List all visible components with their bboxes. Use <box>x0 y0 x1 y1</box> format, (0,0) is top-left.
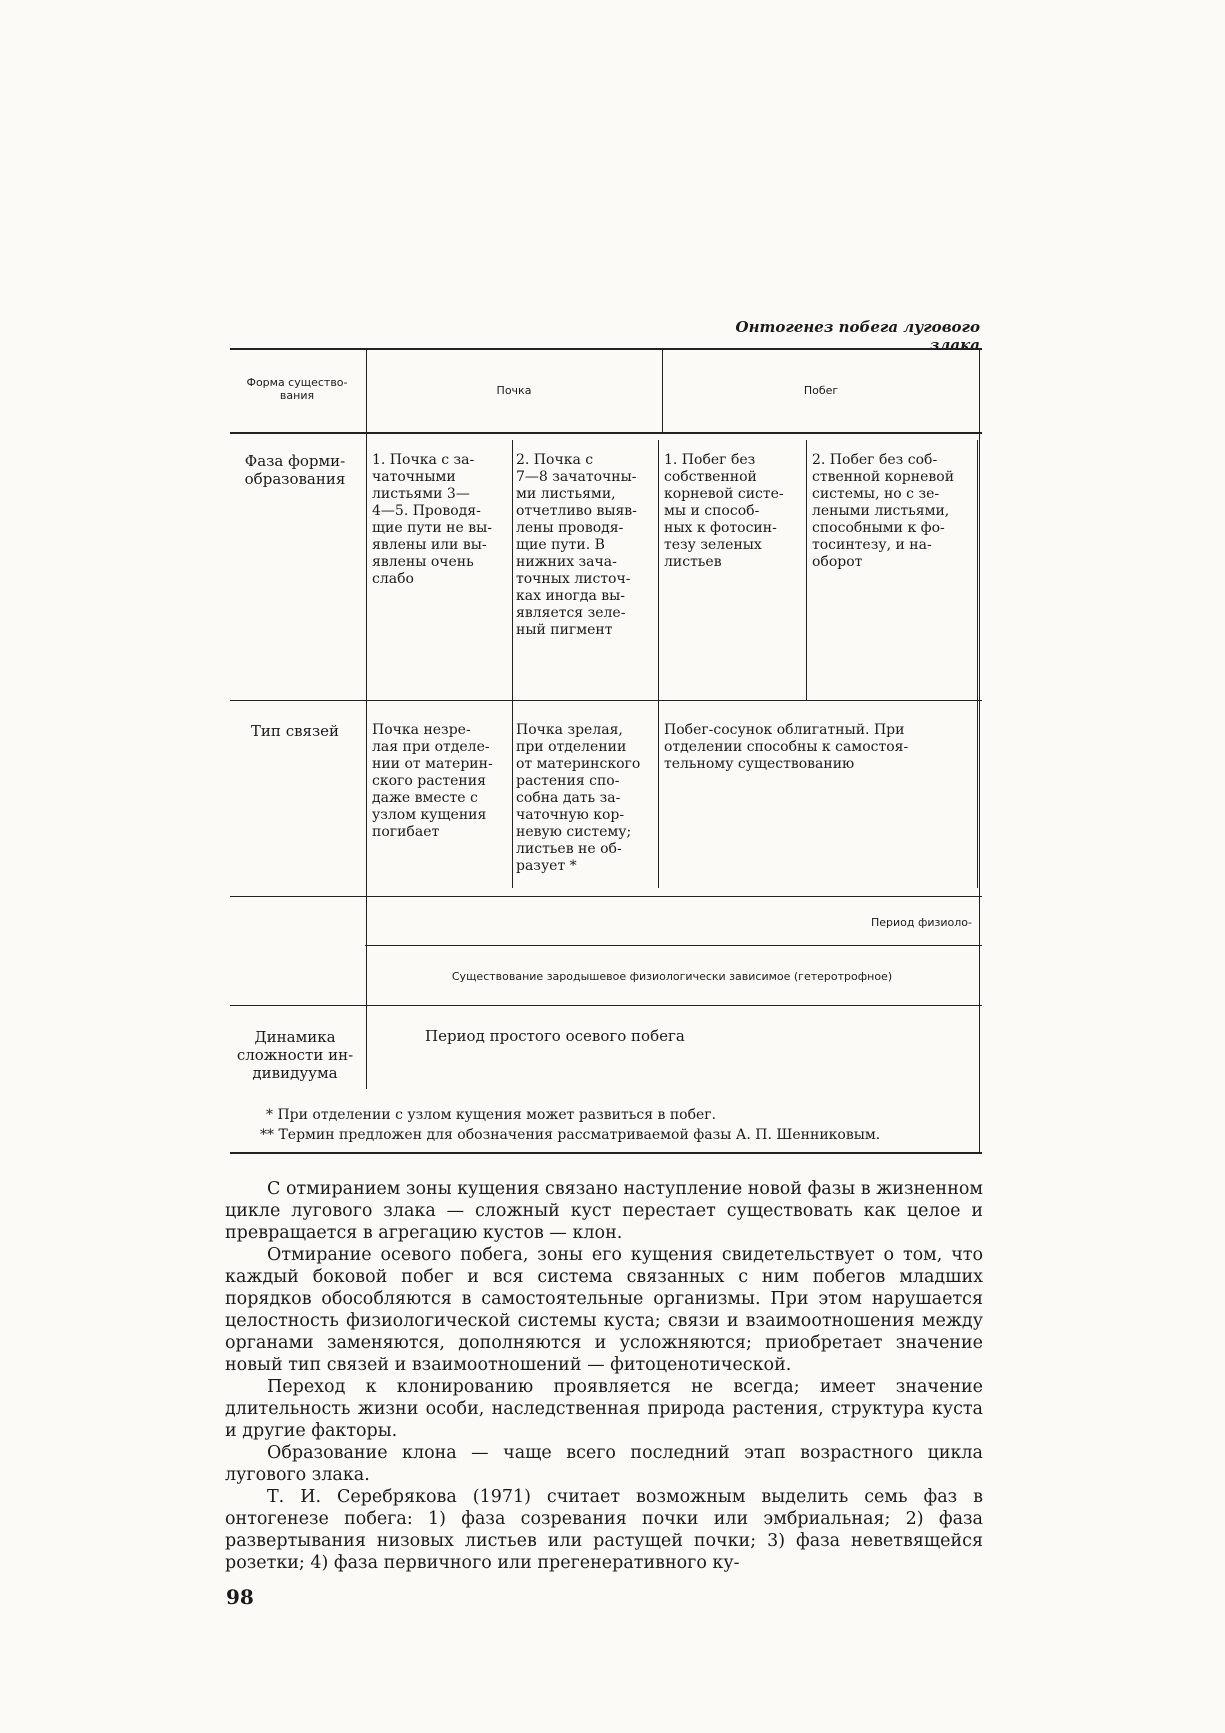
page-number: 98 <box>226 1585 254 1609</box>
paragraph: С отмиранием зоны кущения связано наступление новой фазы в жизненном цикле лугового злака — сложный куст перестает существовать как целое и превращается в агрегацию кустов — клон. <box>225 1179 983 1243</box>
period-label: Период физиоло- <box>870 916 972 929</box>
dynamics-cell: Период простого осевого побега <box>425 1027 685 1045</box>
footnote-1: * При отделении с узлом кущения может развиться в побег. <box>266 1107 717 1123</box>
paragraph: Образование клона — чаще всего последний этап возрастного цикла лугового злака. <box>225 1443 983 1485</box>
phase-bud-1: 1. Почка с за- чаточными листьями 3— 4—5. Проводя- щие пути не вы- явлены или вы- явлены очень слабо <box>372 452 492 587</box>
phase-bud-2: 2. Почка с 7—8 зачаточны- ми листьями, отчетливо выяв- лены проводя- щие пути. В нижних зача- точных листоч- ках иногда вы- является зеле- ный пигмент <box>516 452 637 638</box>
footnote-2: ** Термин предложен для обозначения рассматриваемой фазы А. П. Шенниковым. <box>260 1127 881 1143</box>
paragraph: Переход к клонированию проявляется не всегда; имеет значение длительность жизни особи, наследственная природа растения, структура куста и другие факторы. <box>225 1377 983 1441</box>
links-shoot: Побег-сосунок облигатный. При отделении способны к самостоя- тельному существованию <box>664 722 909 772</box>
row-label-dynamics: Динамика сложности ин- дивидуума <box>236 1028 354 1082</box>
phase-shoot-1: 1. Побег без собственной корневой систе- мы и способ- ных к фотосин- тезу зеленых листьев <box>664 452 784 570</box>
row-label-phase: Фаза форми- образования <box>244 452 346 488</box>
running-head: Онтогенез побега лугового злака <box>735 318 980 354</box>
existence-label: Существование зародышевое физиологически зависимое (гетеротрофное) <box>451 970 893 983</box>
paragraph: Т. И. Серебрякова (1971) считает возможным выделить семь фаз в онтогенезе побега: 1) фаза созревания почки или эмбриальная; 2) фаза развертывания низовых листьев или растущей почки; 3) фаза неветвящейся розетки; 4) фаза первичного или прегенеративного ку- <box>225 1487 983 1573</box>
col-header-form: Форма существо- вания <box>246 376 348 402</box>
links-bud-2: Почка зрелая, при отделении от материнского растения спо- собна дать за- чаточную кор- невую систему; листьев не об- разует * <box>516 722 641 874</box>
links-bud-1: Почка незре- лая при отделе- нии от материн- ского растения даже вместе с узлом кущения погибает <box>372 722 493 840</box>
body-text <box>225 1178 983 1574</box>
col-header-shoot: Побег <box>803 384 839 397</box>
row-label-links: Тип связей <box>250 722 340 740</box>
col-header-bud: Почка <box>496 384 532 397</box>
phase-shoot-2: 2. Побег без соб- ственной корневой системы, но с зе- леными листьями, способными к фо- тосинтезу, и на- оборот <box>812 452 955 570</box>
paragraph: Отмирание осевого побега, зоны его кущения свидетельствует о том, что каждый боковой побег и вся система связанных с ним побегов младших порядков обособляются в самостоятельные организмы. При этом нарушается целостность физиологической системы куста; связи и взаимоотношения между органами заменяются, дополняются и усложняются; приобретает значение новый тип связей и взаимоотношений — фитоценотической. <box>225 1245 983 1375</box>
